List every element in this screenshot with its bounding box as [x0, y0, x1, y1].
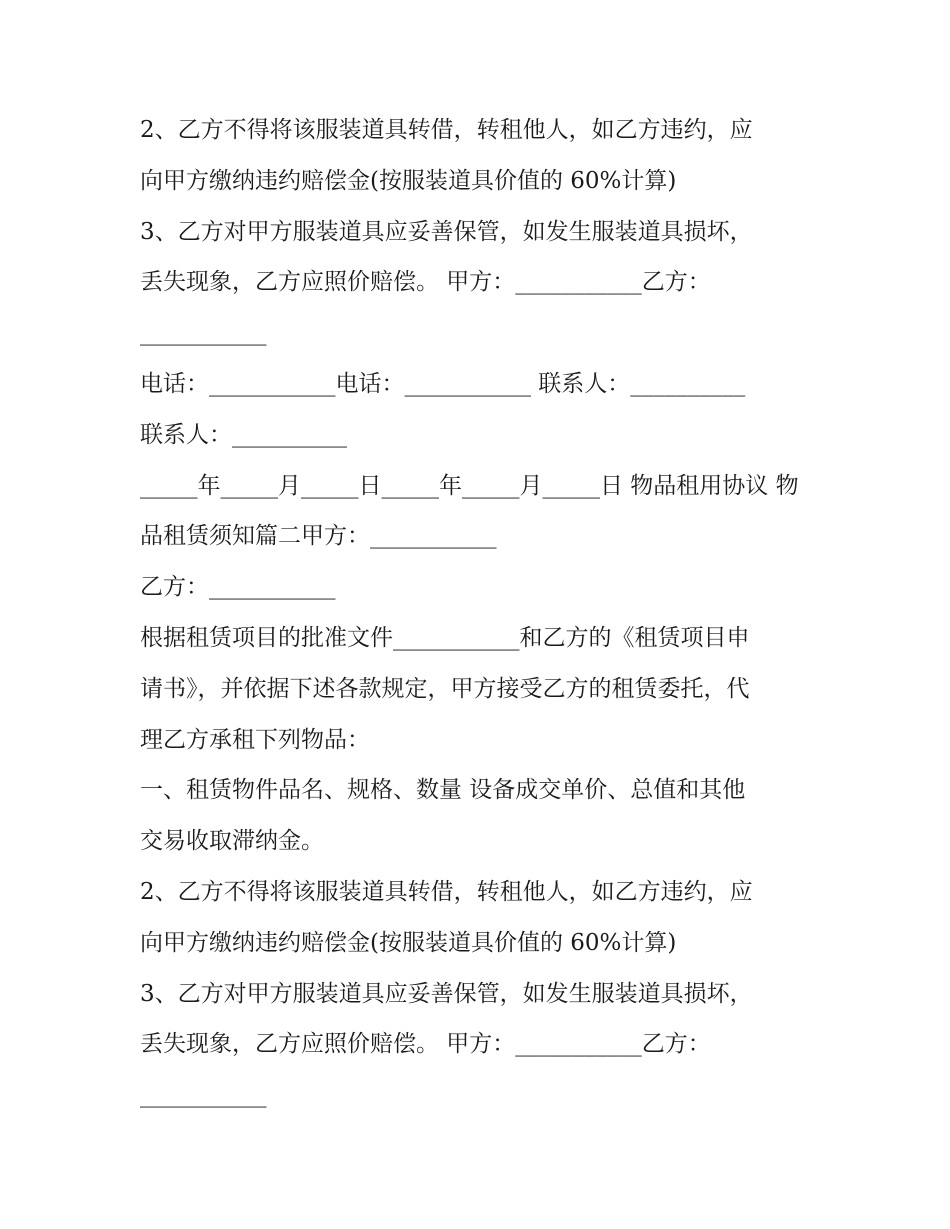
text-line: 2、乙方不得将该服装道具转借，转租他人，如乙方违约，应	[140, 117, 753, 143]
text-line: 电话：___________电话：___________ 联系人：__________	[140, 370, 746, 397]
text-line: 2、乙方不得将该服装道具转借，转租他人，如乙方违约，应	[140, 878, 753, 905]
text-line: ___________	[140, 320, 267, 347]
text-line: 向甲方缴纳违约赔偿金(按服装道具价值的 60%计算)	[140, 929, 677, 956]
text-line: 品租赁须知篇二甲方：___________	[140, 523, 497, 550]
document-body	[140, 105, 820, 1121]
text-line: 丢失现象，乙方应照价赔偿。 甲方：___________乙方：	[140, 1031, 711, 1058]
text-line: 联系人：__________	[140, 421, 347, 448]
text-line: 交易收取滞纳金。	[140, 828, 324, 855]
text-line: 向甲方缴纳违约赔偿金(按服装道具价值的 60%计算)	[140, 167, 677, 194]
text-line: 根据租赁项目的批准文件___________和乙方的《租赁项目申	[140, 624, 750, 651]
text-line: 乙方：___________	[140, 574, 336, 601]
text-line: 3、乙方对甲方服装道具应妥善保管，如发生服装道具损坏，	[140, 218, 753, 245]
text-line: 一、租赁物件品名、规格、数量 设备成交单价、总值和其他	[140, 777, 746, 804]
text-line: 丢失现象，乙方应照价赔偿。 甲方：___________乙方：	[140, 269, 711, 296]
text-line: 理乙方承租下列物品：	[140, 726, 370, 753]
text-line: _____年_____月_____日_____年_____月_____日 物品租用协议 物	[140, 472, 799, 499]
text-line: ___________	[140, 1082, 267, 1109]
text-line: 请书》，并依据下述各款规定，甲方接受乙方的租赁委托，代	[140, 675, 750, 702]
text-line: 3、乙方对甲方服装道具应妥善保管，如发生服装道具损坏，	[140, 980, 753, 1007]
